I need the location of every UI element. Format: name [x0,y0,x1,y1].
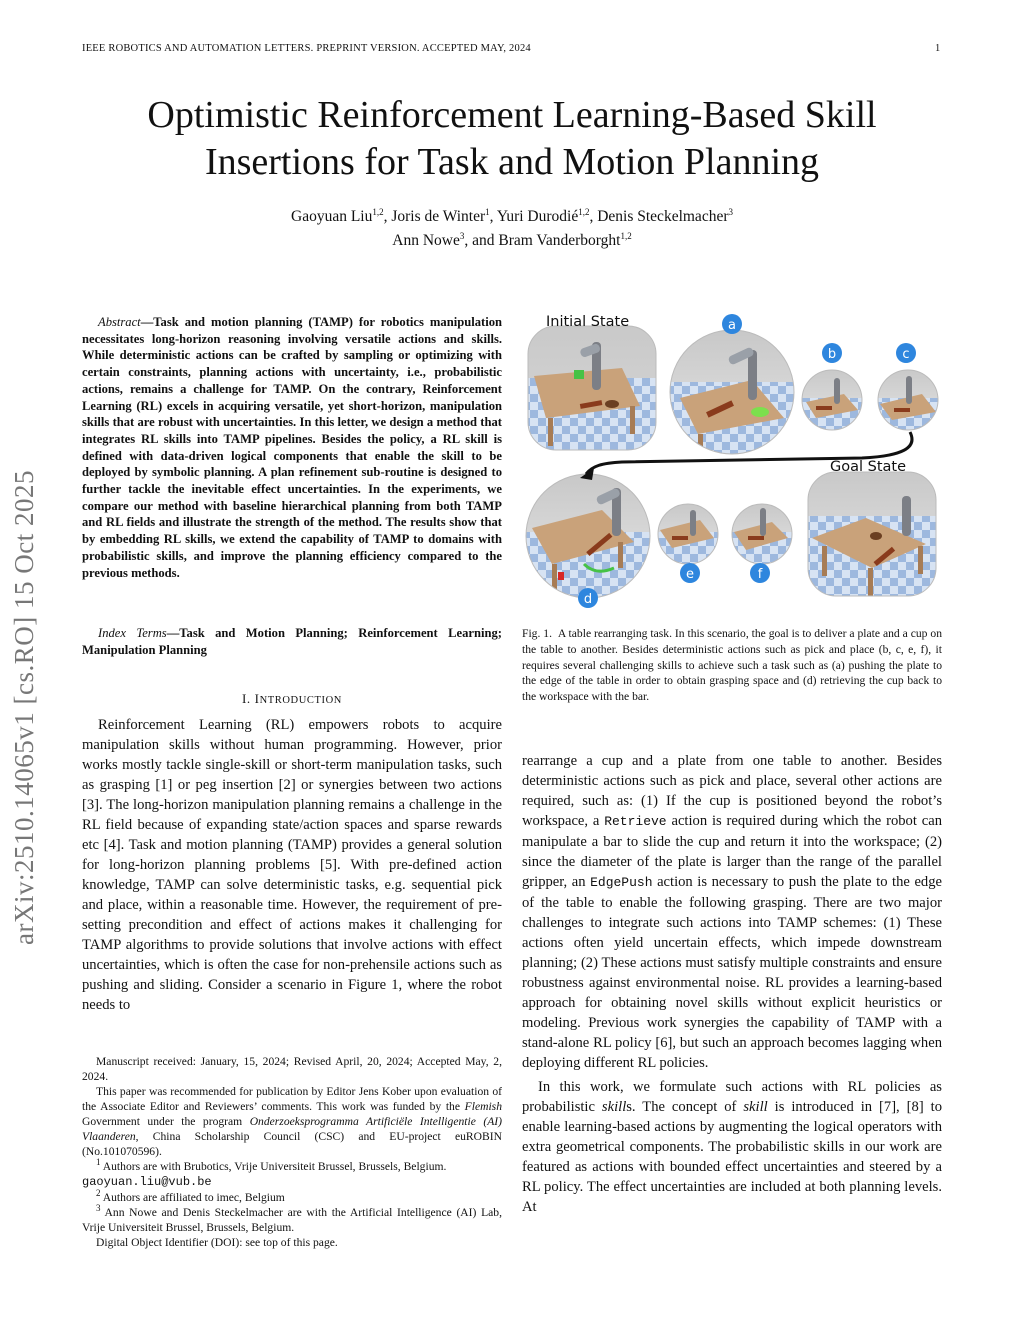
paper-title [82,92,942,186]
author-email[interactable]: gaoyuan.liu@vub.be [82,1175,212,1189]
footnote-2 [82,1190,502,1205]
scene-goal-state [802,466,942,606]
abstract-text: Task and motion planning (TAMP) for robotics manipulation necessitates long-horizon reasoning involving versatile actions and skills. While deterministic actions can be crafted by sampling or optimizing with certain constraints, planning actions with uncertainty, i.e., probabilistic actions, remains a challenge for TAMP. On the contrary, Reinforcement Learning (RL) excels in acquiring versatile, yet short-horizon, manipulation skills that are robust with uncertainties. In this letter, we design a method that integrates RL skills into TAMP pipelines. Besides the policy, a RL skill is defined with data-driven logical components that enable the skill to be deployed by symbolic planning. A plan refinement sub-routine is designed to further tackle the inevitable effect uncertainties. In the experiments, we compare our method with baseline hierarchical planning from both TAMP and RL fields and illustrate the strength of the method. The results show that by embedding RL skills, we extend the capability of TAMP to domains with probabilistic skills, and improve the planning efficiency compared to the previous methods. [82,315,502,580]
abstract-dash: — [140,315,154,329]
caption-text: A table rearranging task. In this scenario, the goal is to deliver a plate and a cup on the table to another. Besides deterministic actions such as pick and place (b, c, e, f), it requires several challenging skills to achieve such a task such as (a) pushing the plate to the edge of the table in order to obtain grasping space and (d) retrieving the cup back to the workspace with the bar. [522,627,942,704]
author-line-2 [82,229,942,253]
footnotes [82,1054,502,1250]
action-name-retrieve: Retrieve [604,814,667,829]
footnote-3 [82,1205,502,1235]
author-name: Joris de Winter [391,208,486,225]
section-heading-introduction [82,691,502,707]
action-name-edgepush: EdgePush [590,875,653,890]
author-affiliation: 3 [459,230,465,241]
footnote-flemish: Flemish [464,1100,502,1113]
scene-f [730,502,794,568]
footnote-rec-text: This paper was recommended for publication by Editor Jens Kober upon evaluation of the Associate Editor and Reviewers’ comments. This work was funded by the [82,1085,502,1113]
text-run: s. The concept of [626,1099,744,1115]
scene-e [656,502,720,568]
author-separator: , [589,208,598,225]
badge-letter: c [902,347,910,362]
badge-letter: e [686,567,694,582]
label-initial-state: Initial State [546,314,630,330]
badge-e [680,563,700,583]
footnote-mark: 3 [96,1203,101,1214]
term-skill: skill [743,1099,768,1115]
footnote-text: Ann Nowe and Denis Steckelmacher are with the Artificial Intelligence (AI) Lab, Vrije Universiteit Brussel, Brussels, Belgium. [82,1206,502,1234]
index-terms-label: Index Terms [98,626,167,640]
abstract [82,314,502,581]
badge-letter: d [583,592,593,607]
scene-a [662,326,812,466]
title-line-1: Optimistic Reinforcement Learning-Based Skill [147,94,877,136]
text-run: rearrange a cup and a plate from one table to another. Besides deterministic actions such as pick and place, several other actions are required, such as: (1) If the cup is positioned beyond the robot’s workspace, a [522,753,942,829]
footnote-rec-text: Government under the program [82,1115,250,1128]
badge-letter: a [728,318,736,333]
text-run: is introduced in [7], [8] to enable learning-based actions by augmenting the logical operators with extra geometrical components. The probabilistic skills in our work are featured as actions with bounded effect uncertainties and steered by a RL policy. The effect uncertainties are included at both planning levels. At [522,1099,942,1215]
author-affiliation: 1,2 [620,230,632,241]
index-terms [82,625,502,658]
footnote-doi: Digital Object Identifier (DOI): see top of this page. [96,1236,338,1249]
footnote-rec-text: , China Scholarship Council (CSC) and EU-project euROBIN (No.101070596). [82,1130,502,1158]
footnote-recommendation [82,1084,502,1159]
author-affiliation: 1 [485,206,490,217]
author-name: Gaoyuan Liu [291,208,373,225]
text-run: action is necessary to push the plate to the edge of the table to enable the following grasping. There are two major challenges to integrate such actions into TAMP schemes: (1) These actions often yield uncertain effects, which impede downstream planning; (2) These actions must satisfy multiple constraints and ensure robustness against environmental noise. RL provides a learning-based approach for obtaining novel skills without explicit heuristics or modeling. Previous work synergies the capability of TAMP with a stand-alone RL policy [6], but such an approach becomes lagging when deploying different RL policies. [522,874,942,1071]
author-name: Yuri Durodié [496,208,579,225]
badge-letter: b [827,347,837,362]
abstract-label: Abstract [98,315,141,329]
badge-f [750,563,770,583]
arxiv-stamp: arXiv:2510.14065v1 [cs.RO] 15 Oct 2025 [9,470,39,945]
term-skill: skill [601,1099,627,1115]
footnote-1 [82,1159,502,1190]
badge-letter: f [757,567,763,582]
footnote-manuscript: Manuscript received: January, 15, 2024; Revised April, 20, 2024; Accepted May, 2, 2024. [82,1055,502,1083]
section-first-letter: I [254,691,260,706]
right-column-text [522,751,942,1217]
author-name: Ann Nowe [392,232,460,249]
footnote-mark: 1 [96,1157,101,1168]
author-separator: , [489,208,497,225]
section-rest: NTRODUCTION [259,695,342,706]
author-affiliation: 3 [728,206,733,217]
footnote-program: Onderzoeksprogramma Artificiële Intelligentie (AI) Vlaanderen [82,1115,502,1143]
footnote-text: Authors are affiliated to imec, Belgium [100,1191,285,1204]
page-number: 1 [935,43,941,54]
paragraph-this-work [522,1077,942,1217]
author-affiliation: 1,2 [578,206,590,217]
scene-b [800,366,864,438]
author-list [82,205,942,253]
text-run: action is required during which the robot can manipulate a bar to slide the cup and return it into the workspace; (2) since the diameter of the plate is larger than the range of the parallel gripper, an [522,813,942,890]
figure-caption [522,626,942,705]
index-terms-text: Task and Motion Planning; Reinforcement Learning; Manipulation Planning [82,626,502,657]
section-numeral: I. [241,691,255,706]
badge-d [578,588,598,608]
footnote-text: Authors are with Brubotics, Vrije Universiteit Brussel, Brussels, Belgium. [100,1160,447,1173]
index-terms-dash: — [166,626,180,640]
author-line-1 [82,205,942,229]
scene-d [522,470,656,604]
figure-1 [522,306,942,616]
footnote-mark: 2 [96,1188,101,1199]
caption-label: Fig. 1. [522,627,552,640]
author-separator: , and [464,232,499,249]
label-goal-state: Goal State [830,459,907,475]
author-separator: , [383,208,392,225]
paragraph-continuation [522,751,942,1073]
badge-c [896,343,916,363]
badge-b [822,343,842,363]
text-run: In this work, we formulate such actions with RL policies as probabilistic [522,1079,942,1115]
title-line-2: Insertions for Task and Motion Planning [204,141,820,183]
badge-a [722,314,742,334]
scene-c [876,366,940,438]
author-affiliation: 1,2 [372,206,384,217]
author-name: Denis Steckelmacher [597,208,729,225]
intro-text: Reinforcement Learning (RL) empowers robots to acquire manipulation skills without human programming. However, prior works mostly tackle single-skill or short-term manipulation tasks, such as grasping [1] or peg insertion [2] or synergies between two actions [3]. The long-horizon manipulation planning remains a challenge in the RL field because of expanding state/action spaces and sparse rewards etc [4]. Task and motion planning (TAMP) provides a general solution for long-horizon planning problems [5]. With pre-defined action knowledge, TAMP can solve deterministic tasks, e.g. sequential pick and place, within a reasonable time. However, the requirement of pre-setting precondition and effect of actions makes it challenging for TAMP algorithms to provide solutions that involve actions with effect uncertainties, which is often the case for non-prehensile actions such as pushing and sliding. Consider a scenario in Figure 1, where the robot needs to [82,717,502,1013]
intro-paragraph [82,715,502,1015]
author-name: Bram Vanderborght [498,232,621,249]
running-header: IEEE ROBOTICS AND AUTOMATION LETTERS. PREPRINT VERSION. ACCEPTED MAY, 2024 [82,43,531,54]
